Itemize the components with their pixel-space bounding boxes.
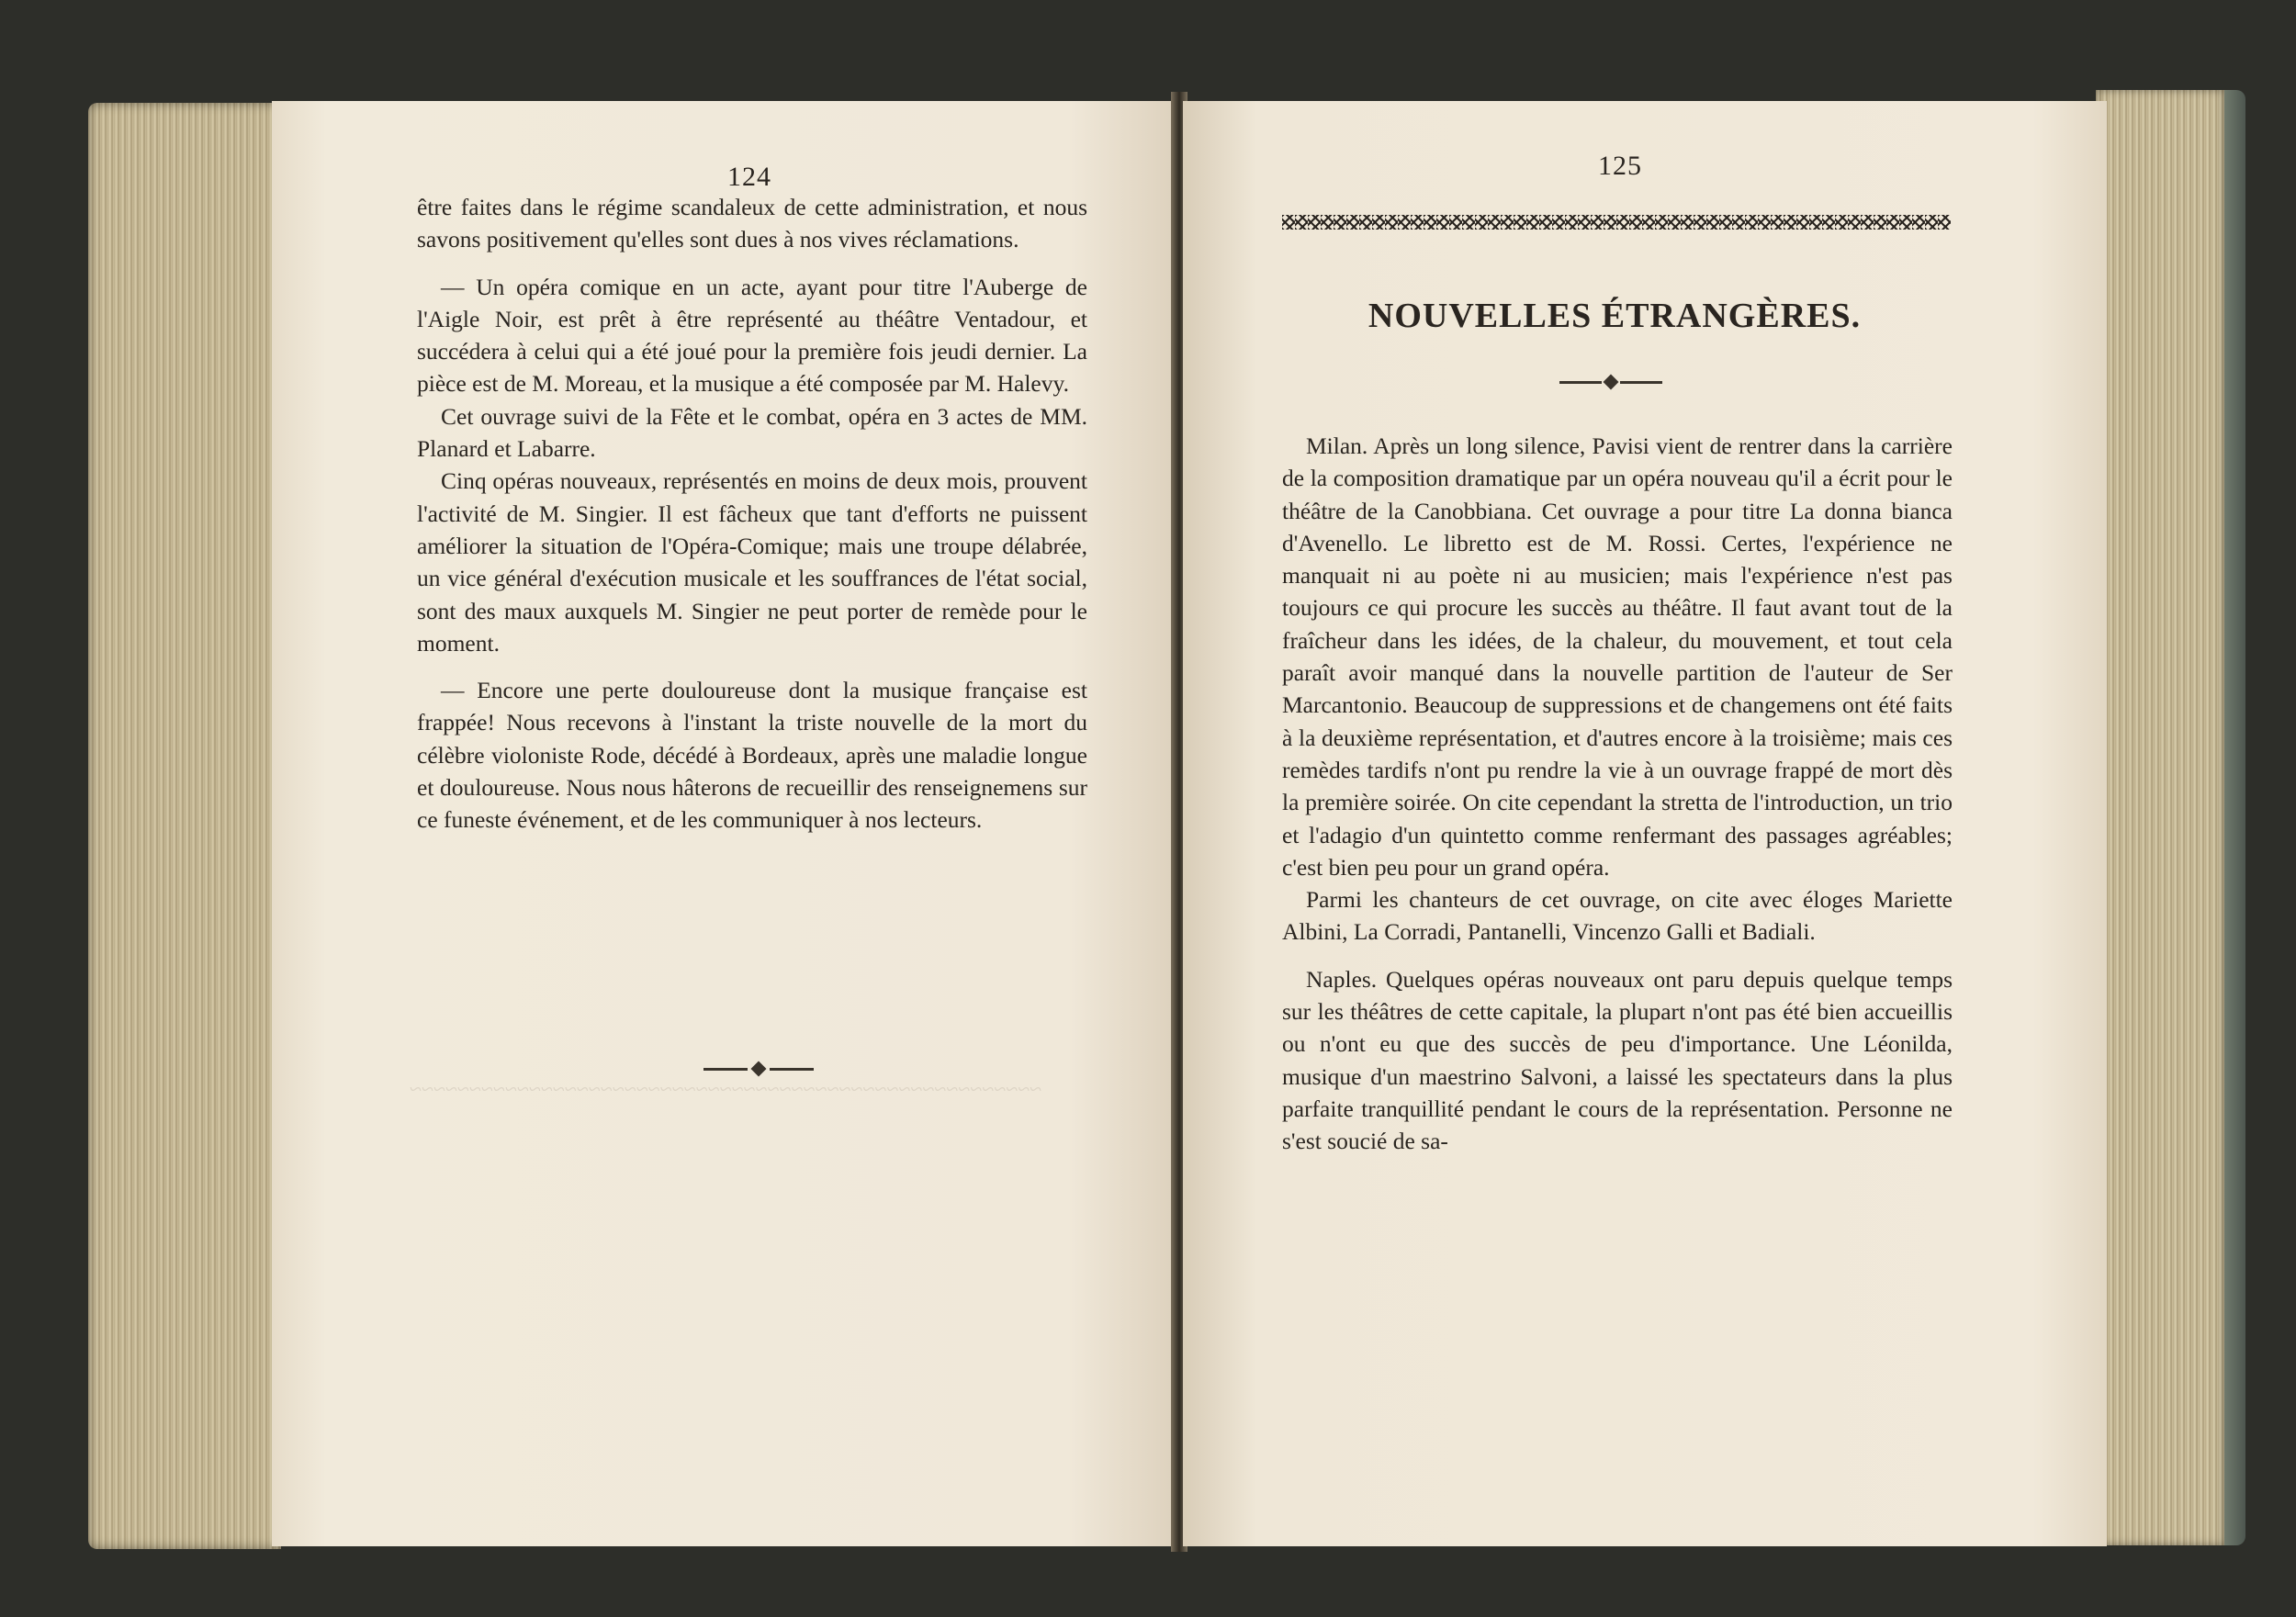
page-edges-right: [2096, 90, 2224, 1545]
paragraph: être faites dans le régime scandaleux de cette administration, et nous savons positivement qu'elles sont dues à nos vives réclamations.: [417, 194, 1087, 253]
paragraph: Naples. Quelques opéras nouveaux ont paru depuis quelque temps sur les théâtres de cette capitale, la plupart n'ont pas été bien accueillis ou n'ont eu que des succès de peu d'importance. Une Léonilda, musique d'un maestrino Salvoni, a laissé les spectateurs dans la plus parfaite tranquillité pendant le cours de la représentation. Personne ne s'est soucié de sa-: [1282, 965, 1953, 1155]
paragraph: Parmi les chanteurs de cet ouvrage, on cite avec éloges Mariette Albini, La Corradi, Pantanelli, Vincenzo Galli et Badiali.: [1282, 886, 1953, 946]
bleed-through-text: ~~~~~~~~~~~~~~~~~~~~~~~~~~~~~~~~~~~~~~~~~~~~~~~~~~~~~: [410, 1078, 1042, 1102]
paragraph: — Encore une perte douloureuse dont la musique française est frappée! Nous recevons à l'instant la triste nouvelle de la mort du célèbre violoniste Rode, décédé à Bordeaux, après une maladie longue et douloureuse. Nous nous hâterons de recueillir des renseignemens sur ce funeste événement, et de les communiquer à nos lecteurs.: [417, 677, 1087, 834]
page-number: 125: [1598, 151, 1642, 181]
paragraph: Milan. Après un long silence, Pavisi vient de rentrer dans la carrière de la composition dramatique par un opéra nouveau qu'il a écrit pour le théâtre de la Canobbiana. Cet ouvrage a pour titre La donna bianca d'Avenello. Le libretto est de M. Rossi. Certes, l'expérience ne manquait ni au poète ni au musicien; mais l'expérience n'est pas toujours ce qui procure les succès au théâtre. Il faut avant tout de la fraîcheur dans les idées, de la chaleur, du mouvement, et tout cela paraît avoir manqué dans la nouvelle partition de l'auteur de Ser Marcantonio. Beaucoup de suppressions et de changemens ont été faits à la deuxième représentation, et d'autres encore à la troisième; mais ces remèdes tardifs n'ont pu rendre la vie à un ouvrage frappé de mort dès la première soirée. On cite cependant la stretta de l'introduction, un trio et l'adagio d'un quintetto comme renfermant des passages agréables; c'est bien peu pour un grand opéra.: [1282, 432, 1953, 881]
paragraph: Cet ouvrage suivi de la Fête et le combat, opéra en 3 actes de MM. Planard et Labarre.: [417, 402, 1087, 463]
right-page: [1183, 101, 2107, 1546]
page-edges-left: [88, 103, 281, 1549]
paragraph: Cinq opéras nouveaux, représentés en moins de deux mois, prouvent l'activité de M. Singier. Il est fâcheux que tant d'efforts ne puissent améliorer la situation de l'Opéra-Comique; mais une troupe délabrée, un vice général d'exécution musicale et les souffrances de l'état social, sont des maux auxquels M. Singier ne peut porter de remède pour le moment.: [417, 467, 1087, 657]
section-heading: NOUVELLES ÉTRANGÈRES.: [1367, 297, 1862, 335]
page-number: 124: [727, 162, 771, 192]
wavy-rule: [1282, 215, 1951, 230]
paragraph: — Un opéra comique en un acte, ayant pour titre l'Auberge de l'Aigle Noir, est prêt à être représenté au théâtre Ventadour, et succédera à celui qui a été joué pour la première fois jeudi dernier. La pièce est de M. Moreau, et la musique a été composée par M. Halevy.: [417, 273, 1087, 398]
ornament-divider: [1559, 375, 1662, 389]
left-page-text: [417, 191, 1087, 837]
left-page: [272, 101, 1177, 1546]
right-page-text: [1282, 430, 1953, 1158]
